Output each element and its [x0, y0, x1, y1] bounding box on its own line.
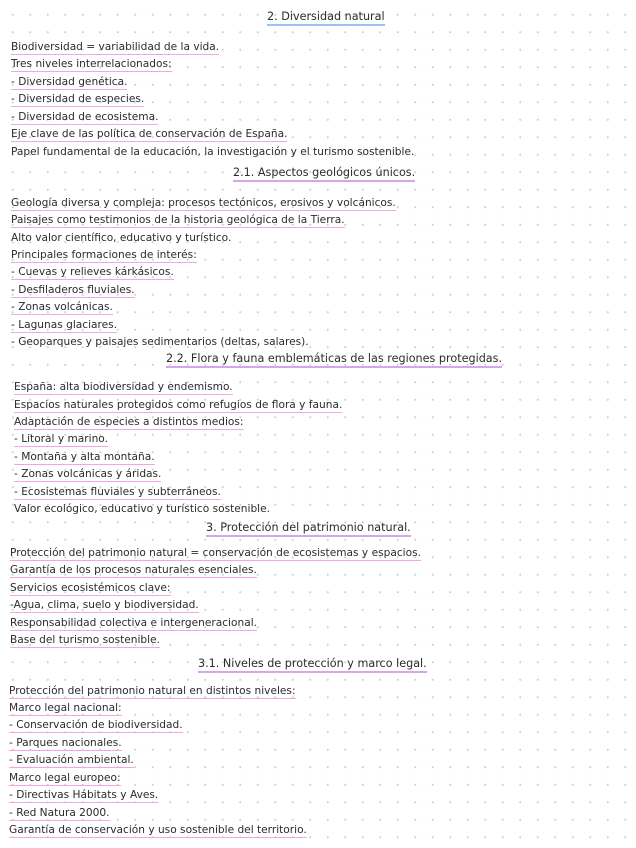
note-line: - Parques nacionales.: [9, 737, 122, 749]
section-heading: 3. Protección del patrimonio natural.: [206, 521, 411, 535]
note-line: - Cuevas y relieves kárkásicos.: [11, 266, 174, 278]
note-line: Alto valor científico, educativo y turístico.: [11, 232, 232, 244]
note-line: Principales formaciones de interés:: [11, 249, 197, 261]
note-line: Servicios ecosistémicos clave:: [10, 582, 171, 594]
note-line: Adaptación de especies a distintos medios:: [14, 416, 244, 428]
note-line: - Directivas Hábitats y Aves.: [9, 789, 159, 801]
note-line: - Red Natura 2000.: [9, 807, 110, 819]
note-line: - Zonas volcánicas.: [11, 301, 113, 313]
note-line: - Diversidad de ecosistema.: [11, 111, 159, 123]
note-line: Papel fundamental de la educación, la investigación y el turismo sostenible.: [11, 146, 415, 158]
note-line: Tres niveles interrelacionados:: [11, 58, 172, 70]
note-line: Marco legal europeo:: [9, 772, 121, 784]
note-line: -Agua, clima, suelo y biodiversidad.: [10, 599, 199, 611]
section-heading: 3.1. Niveles de protección y marco legal.: [198, 657, 427, 671]
note-line: Protección del patrimonio natural en distintos niveles:: [9, 685, 296, 697]
note-line: - Ecosistemas fluviales y subterráneos.: [14, 486, 221, 498]
note-line: - Conservación de biodiversidad.: [9, 719, 183, 731]
note-line: - Montaña y alta montaña.: [14, 451, 155, 463]
note-line: - Lagunas glaciares.: [11, 319, 118, 331]
note-line: Protección del patrimonio natural = conservación de ecosistemas y espacios.: [10, 547, 421, 559]
note-line: - Diversidad de especies.: [11, 93, 145, 105]
note-line: - Zonas volcánicas y áridas.: [14, 468, 162, 480]
note-line: Espacios naturales protegidos como refugios de flora y fauna.: [14, 399, 343, 411]
note-line: Paisajes como testimonios de la historia geológica de la Tierra.: [11, 214, 345, 226]
section-heading: 2. Diversidad natural: [267, 10, 385, 24]
section-heading: 2.1. Aspectos geológicos únicos.: [233, 166, 415, 180]
note-line: - Evaluación ambiental.: [9, 754, 134, 766]
note-line: España: alta biodiversidad y endemismo.: [14, 381, 233, 393]
note-line: Garantía de conservación y uso sostenible del territorio.: [9, 824, 307, 836]
note-line: - Diversidad genética.: [11, 76, 128, 88]
note-line: Biodiversidad = variabilidad de la vida.: [11, 41, 220, 53]
note-line: Geología diversa y compleja: procesos tectónicos, erosivos y volcánicos.: [11, 197, 396, 209]
note-line: - Litoral y marino.: [14, 433, 108, 445]
note-line: Base del turismo sostenible.: [10, 634, 160, 646]
note-line: - Desfiladeros fluviales.: [11, 284, 135, 296]
note-line: Garantía de los procesos naturales esenciales.: [10, 564, 257, 576]
section-heading: 2.2. Flora y fauna emblemáticas de las regiones protegidas.: [166, 352, 502, 366]
note-line: Valor ecológico, educativo y turístico sostenible.: [14, 503, 271, 515]
note-line: Eje clave de las política de conservación de España.: [11, 128, 288, 140]
note-line: Responsabilidad colectiva e intergeneracional.: [10, 617, 258, 629]
note-line: Marco legal nacional:: [9, 702, 122, 714]
note-line: - Geoparques y paisajes sedimentarios (deltas, salares).: [11, 336, 309, 348]
